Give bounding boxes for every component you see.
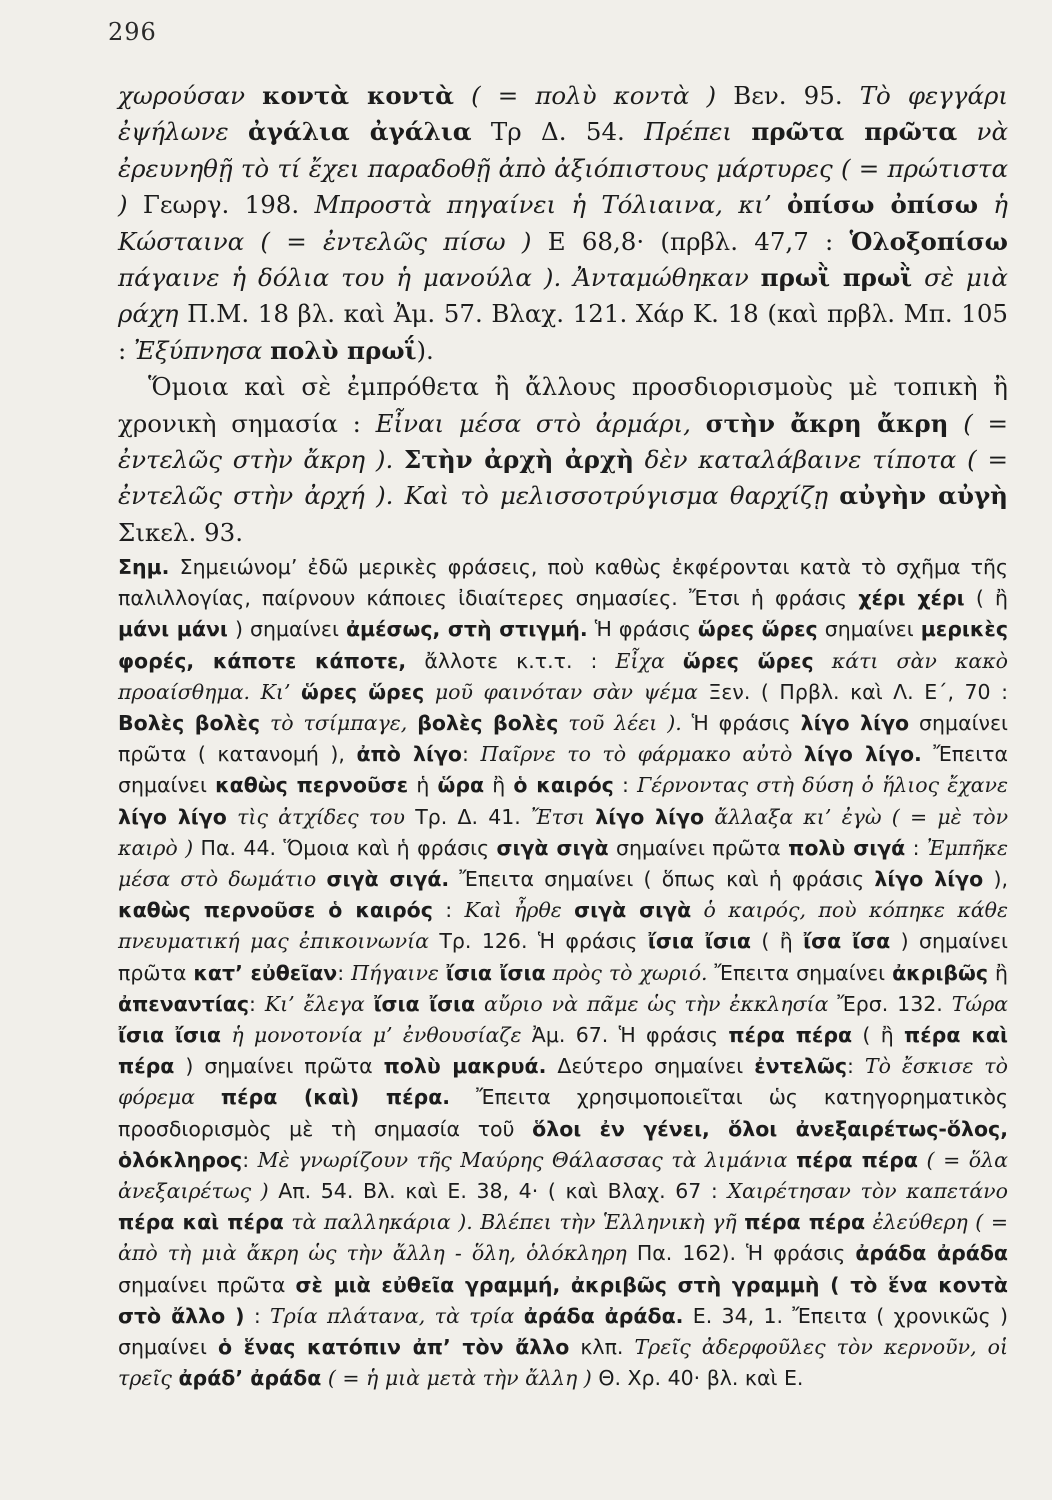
text-run: Βολὲς βολὲς: [118, 711, 261, 736]
text-run: πέρα πέρα: [744, 1210, 866, 1235]
text-run: Χαιρέτησαν τὸν καπετάνο: [727, 1179, 1008, 1204]
text-run: σὲ μιὰ ράχη: [118, 263, 1008, 329]
text-run: καθὼς περνοῦσε: [215, 773, 409, 798]
text-run: ( = ὅλα ἀνεξαιρέτως ): [118, 1147, 1008, 1204]
text-run: Σικελ. 93.: [118, 517, 244, 547]
text-run: χέρι χέρι: [858, 586, 965, 611]
text-run: ἄλλοτε κ.τ.τ. :: [406, 648, 616, 673]
text-run: Θ. Χρ. 40· βλ. καὶ Ε.: [598, 1366, 804, 1391]
text-run: :: [249, 991, 265, 1016]
entry-paragraph-2: [118, 369, 1008, 551]
text-run: Εἶχα: [615, 648, 683, 673]
text-run: Τρ. Δ. 41.: [415, 804, 532, 829]
text-run: λίγο λίγο: [118, 804, 227, 829]
text-run: Εἶναι μέσα στὸ ἀρμάρι,: [375, 408, 706, 438]
text-run: στὴν ἄκρη ἄκρη: [705, 408, 949, 438]
text-run: :: [462, 742, 481, 767]
text-run: Ἡ φράσις: [587, 617, 698, 642]
text-run: Πα. 44. Ὅμοια καὶ ἡ φράσις: [200, 835, 497, 860]
text-run: ( ἢ: [852, 1023, 905, 1048]
text-run: κατ’ εὐθεῖαν: [193, 960, 338, 985]
text-run: Ε. 34, 1. Ἔπειτα ( χρονικῶς ) σημαίνει: [118, 1303, 1008, 1360]
text-run: Ἔπειτα σημαίνει: [714, 960, 893, 985]
entry-paragraph-1: [118, 78, 1008, 369]
text-run: σημαίνει πρῶτα: [118, 1272, 296, 1297]
text-run: ὁ ἕνας κατόπιν ἀπ’ τὸν ἄλλο: [218, 1335, 570, 1360]
text-run: κλπ.: [569, 1335, 635, 1360]
text-run: καθὼς περνοῦσε ὁ καιρός: [118, 898, 433, 923]
text-run: Ἔπειτα χρησιμοποιεῖται ὡς κατηγορηματικὸς προσδιορισμὸς μὲ τὴ σημασία τοῦ: [118, 1085, 1008, 1141]
text-run: μοῦ φαινόταν σὰν ψέμα: [424, 679, 709, 704]
text-run: λίγο λίγο: [874, 867, 984, 892]
text-run: πολὺ μακρυά.: [383, 1054, 547, 1079]
text-run: πρωῒ πρωῒ: [760, 263, 913, 293]
text-run: ἡ: [408, 773, 438, 798]
text-run: ἡ μονοτονία μ’ ἐνθουσίαζε: [221, 1023, 532, 1048]
text-run: πολὺ σιγά: [788, 835, 906, 860]
text-run: Τρία πλάτανα, τὰ τρία: [270, 1303, 524, 1328]
text-run: ) σημαίνει πρῶτα: [118, 929, 1008, 985]
text-run: ἐντελῶς: [754, 1054, 848, 1079]
text-run: ἴσια ἴσια: [445, 960, 546, 985]
text-run: Μὲ γνωρίζουν τῆς Μαύρης Θάλασσας τὰ λιμάνια: [257, 1147, 797, 1172]
text-run: Π.Μ. 18 βλ. καὶ Ἀμ. 57. Βλαχ. 121. Χάρ Κ. 18 (καὶ πρβλ. Μπ. 105 :: [118, 299, 1008, 365]
text-run: ἢ: [484, 773, 514, 798]
text-run: σιγὰ σιγὰ: [574, 898, 692, 923]
text-run: Καὶ ἦρθε: [464, 898, 575, 923]
text-run: ὥρες ὥρες: [682, 648, 814, 673]
text-run: βολὲς βολὲς: [417, 711, 559, 736]
text-run: Πα. 162). Ἡ φράσις: [636, 1241, 856, 1266]
text-run: Ἔτσι: [531, 804, 596, 829]
note-paragraph: [118, 552, 1008, 1394]
text-run: Τρεῖς ἀδερφοῦλες τὸν κερνοῦν, οἱ τρεῖς: [118, 1335, 1009, 1391]
text-run: Ξεν. ( Πρβλ. καὶ Λ. Ε΄, 70 :: [708, 679, 1009, 704]
text-run: σιγὰ σιγά.: [326, 867, 450, 892]
text-run: Παῖρνε το τὸ φάρμακο αὐτὸ: [480, 742, 804, 767]
text-run: ἐλεύθερη ( = ἀπὸ τὴ μιὰ ἄκρη ὡς τὴν ἄλλη - ὅλη, ὁλόκληρη: [118, 1210, 1008, 1266]
text-run: σὲ μιὰ εὐθεῖα γραμμή, ἀκριβῶς στὴ γραμμὴ ( τὸ ἕνα κοντὰ στὸ ἄλλο ): [118, 1272, 1009, 1328]
text-run: Τρ. 126. Ἡ φράσις: [439, 929, 648, 954]
text-run: ( = ἡ μιὰ μετὰ τὴν ἄλλη ): [321, 1366, 599, 1391]
text-run: μάνι μάνι: [118, 617, 228, 642]
text-run: σημαίνει πρῶτα ( κατανομή ),: [118, 711, 1008, 767]
page-number: 296: [108, 18, 157, 46]
text-run: Ὁλοξοπίσω: [849, 226, 1008, 256]
text-run: ( ἢ: [750, 929, 804, 954]
text-run: Σημ.: [118, 555, 170, 579]
text-run: ἡ Κώσταινα ( = ἐντελῶς πίσω ): [118, 190, 1008, 256]
text-run: σημαίνει πρῶτα: [608, 835, 789, 860]
text-run: πέρα καὶ πέρα: [118, 1023, 1009, 1079]
text-run: κάτι σὰν κακὸ προαίσθημα. Κι’: [118, 648, 1009, 704]
text-run: Βεν. 95.: [733, 81, 860, 110]
text-run: τὸ τσίμπαγε,: [260, 711, 418, 736]
text-run: :: [847, 1054, 865, 1079]
text-run: πέρα πέρα: [796, 1147, 918, 1172]
entry-text: [118, 78, 1008, 551]
text-run: ὁ καιρός, ποὺ κόπηκε κάθε πνευματική μας ἐπικοινωνία: [118, 898, 1008, 954]
text-run: πολὺ πρωΐ: [270, 335, 417, 365]
text-run: λίγο λίγο.: [803, 742, 922, 767]
text-run: Τὸ ἔσκισε τὸ φόρεμα: [118, 1054, 1008, 1110]
text-run: ) σημαίνει πρῶτα: [174, 1054, 384, 1079]
text-run: νὰ ἐρευνηθῇ τὸ τί ἔχει παραδοθῇ ἀπὸ ἀξιόπιστους μάρτυρες ( = πρώτιστα ): [118, 117, 1008, 220]
text-run: :: [242, 1147, 258, 1172]
text-run: ὅλοι ἐν γένει, ὅλοι ἀνεξαιρέτως-ὅλος, ὁλόκληρος: [118, 1116, 1008, 1172]
text-run: πέρα πέρα: [728, 1023, 853, 1048]
text-run: ἀράδα ἀράδα.: [523, 1303, 684, 1328]
text-run: Ἀμ. 67. Ἡ φράσις: [531, 1023, 729, 1048]
text-run: Γεωργ. 198.: [142, 190, 315, 220]
text-run: ἀγάλια ἀγάλια: [247, 117, 472, 147]
text-run: αὐγὴν αὐγὴ: [839, 481, 1008, 511]
text-run: ).: [416, 335, 434, 365]
text-run: ) σημαίνει: [227, 617, 346, 642]
text-run: χωρούσαν: [118, 81, 263, 110]
text-run: ἀκριβῶς: [892, 960, 989, 985]
text-run: ),: [983, 867, 1008, 892]
text-run: τοῦ λέει ).: [558, 711, 692, 736]
text-run: Ὅμοια καὶ σὲ ἐμπρόθετα ἢ ἄλλους προσδιορισμοὺς μὲ τοπικὴ ἢ χρονικὴ σημασία :: [118, 372, 1008, 438]
text-run: Κι’ ἔλεγα: [264, 991, 374, 1016]
text-run: ἢ: [988, 960, 1008, 985]
text-run: Δεύτερο σημαίνει: [546, 1054, 755, 1079]
text-run: ἀμέσως, στὴ στιγμή.: [345, 617, 588, 642]
text-run: :: [613, 773, 638, 798]
text-run: λίγο λίγο: [800, 711, 910, 736]
text-run: σημαίνει: [817, 617, 921, 642]
text-run: πέρα καὶ πέρα: [118, 1210, 284, 1235]
text-run: ὁ καιρός: [513, 773, 614, 798]
text-run: ἴσια ἴσια: [647, 929, 751, 954]
text-run: ἀράδα ἀράδα: [855, 1241, 1009, 1266]
text-run: πρὸς τὸ χωριό.: [545, 960, 715, 985]
text-run: :: [337, 960, 352, 985]
text-run: Τρ Δ. 54.: [471, 117, 645, 147]
text-run: πέρα (καὶ) πέρα.: [220, 1085, 451, 1110]
text-run: ( ἢ: [964, 586, 1008, 611]
text-run: Ἔρσ. 132.: [837, 991, 952, 1016]
text-run: ἄλλαξα κι’ ἐγὼ ( = μὲ τὸν καιρὸ ): [118, 804, 1009, 860]
text-run: :: [244, 1303, 271, 1328]
text-run: Τώρα: [951, 991, 1008, 1016]
text-run: λίγο λίγο: [595, 804, 705, 829]
text-run: ὥρες ὥρες: [301, 679, 425, 704]
text-run: Στὴν ἀρχὴ ἀρχὴ: [404, 445, 634, 475]
text-run: Μπροστὰ πηγαίνει ἡ Τόλιαινα, κι’: [314, 190, 787, 220]
text-run: ἀπὸ λίγο: [356, 742, 462, 767]
text-run: :: [432, 898, 465, 923]
text-run: μερικὲς φορές, κάποτε κάποτε,: [118, 617, 1008, 673]
text-run: ὥρα: [437, 773, 485, 798]
text-run: Σημειώνομ’ ἐδῶ μερικὲς φράσεις, ποὺ καθὼς ἐκφέρονται κατὰ τὸ σχῆμα τῆς παλιλλογίας, παίρνουν κάποιες ἰδιαίτερες σημασίες. Ἔτσι ἡ φράσις: [118, 555, 1008, 611]
text-run: Ἐμπῆκε μέσα στὸ δωμάτιο: [118, 835, 1009, 892]
text-run: :: [905, 835, 927, 860]
text-run: ἴσια ἴσια: [118, 1023, 221, 1048]
text-run: Ἐξύπνησα: [134, 335, 271, 365]
text-run: κοντὰ κοντὰ: [262, 81, 455, 110]
text-run: Γέρνοντας στὴ δύση ὁ ἥλιος ἔχανε: [637, 773, 1008, 798]
text-run: Πρέπει: [644, 117, 752, 147]
text-run: ( = πολὺ κοντὰ ): [454, 81, 734, 110]
text-run: Πήγαινε: [351, 960, 446, 985]
text-run: Ἡ φράσις: [691, 711, 801, 736]
text-run: Ἔπειτα σημαίνει: [118, 742, 1008, 798]
text-run: ἴσια ἴσια: [373, 991, 476, 1016]
text-run: Ε 68,8· (πρβλ. 47,7 :: [547, 226, 850, 256]
text-run: πρῶτα πρῶτα: [751, 117, 958, 147]
text-run: τὶς ἀτχίδες του: [226, 804, 416, 829]
text-run: Απ. 54. Βλ. καὶ Ε. 38, 4· ( καὶ Βλαχ. 67 :: [278, 1179, 728, 1204]
note-section: [118, 552, 1008, 1394]
text-run: πάγαινε ἡ δόλια του ἡ μανούλα ). Ἀνταμώθηκαν: [118, 263, 761, 293]
text-run: ἀράδ’ ἀράδα: [178, 1366, 322, 1391]
text-run: σιγὰ σιγὰ: [496, 835, 609, 860]
text-run: αὔριο νὰ πᾶμε ὡς τὴν ἐκκλησία: [475, 991, 838, 1016]
text-run: ἴσα ἴσα: [803, 929, 891, 954]
text-run: τὰ παλληκάρια ). Βλέπει τὴν Ἑλληνικὴ γῆ: [283, 1210, 745, 1235]
text-run: δὲν καταλάβαινε τίποτα ( = ἐντελῶς στὴν ἀρχή ). Καὶ τὸ μελισσοτρύγισμα θαρχίζῃ: [118, 445, 1008, 511]
text-run: Τὸ φεγγάρι ἐψήλωνε: [118, 81, 1008, 147]
text-run: Ἔπειτα σημαίνει ( ὅπως καὶ ἡ φράσις: [449, 867, 875, 892]
text-run: ὥρες ὥρες: [697, 617, 818, 642]
text-run: ὀπίσω ὀπίσω: [786, 190, 979, 220]
text-run: ( = ἐντελῶς στὴν ἄκρη ).: [118, 408, 1008, 475]
text-run: ἀπεναντίας: [118, 991, 250, 1016]
